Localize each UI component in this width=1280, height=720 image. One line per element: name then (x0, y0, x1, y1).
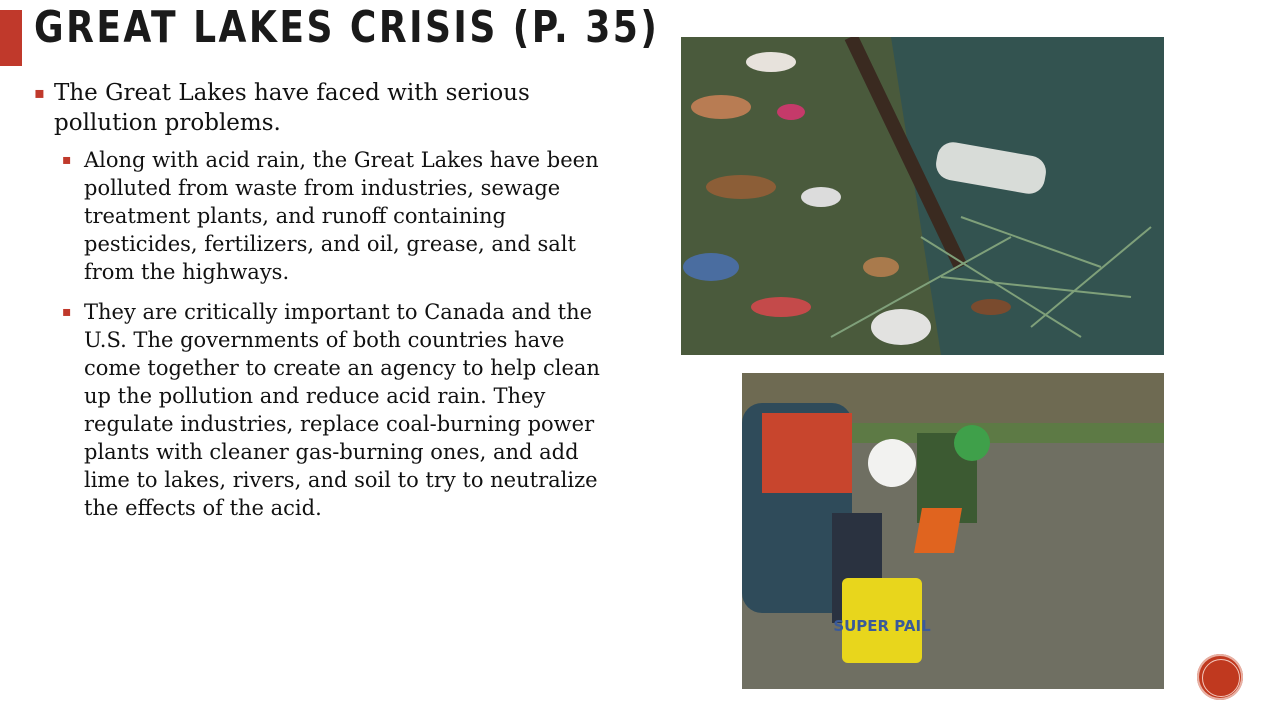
sub-bullet (30, 298, 605, 522)
polluted-water-illustration (681, 37, 1164, 355)
bullet-marker-icon: ▪ (34, 83, 45, 102)
slide-body (30, 78, 605, 534)
sub-bullet-text: They are critically important to Canada and the U.S. The governments of both countries have come together to create an agency to help clean up the pollution and reduce acid rain. They regulate industries, replace coal-burning power plants with cleaner gas-burning ones, and add lime to lakes, rivers, and soil to try to neutralize the effects of the acid. (84, 300, 600, 520)
sub-bullet-list (30, 146, 605, 522)
bullet-marker-icon: ▪ (62, 152, 72, 168)
bullet-text: The Great Lakes have faced with serious pollution problems. (54, 80, 530, 136)
title-accent-bar (0, 10, 22, 66)
bullet-marker-icon: ▪ (62, 304, 72, 320)
sub-bullet (30, 146, 605, 286)
cleanup-workers-illustration (742, 373, 1164, 689)
sub-bullet-text: Along with acid rain, the Great Lakes have been polluted from waste from industries, sewage treatment plants, and runoff containing pesticides, fertilizers, and oil, grease, and salt from the highways. (84, 148, 599, 284)
nav-ring-icon (1202, 659, 1240, 697)
bucket-label: SUPER PAIL (833, 617, 931, 635)
slide-title: GREAT LAKES CRISIS (P. 35) (34, 2, 660, 53)
next-slide-button[interactable] (1197, 654, 1243, 700)
cleanup-workers-photo (742, 373, 1164, 689)
bullet-level1 (30, 78, 605, 138)
polluted-water-photo (681, 37, 1164, 355)
